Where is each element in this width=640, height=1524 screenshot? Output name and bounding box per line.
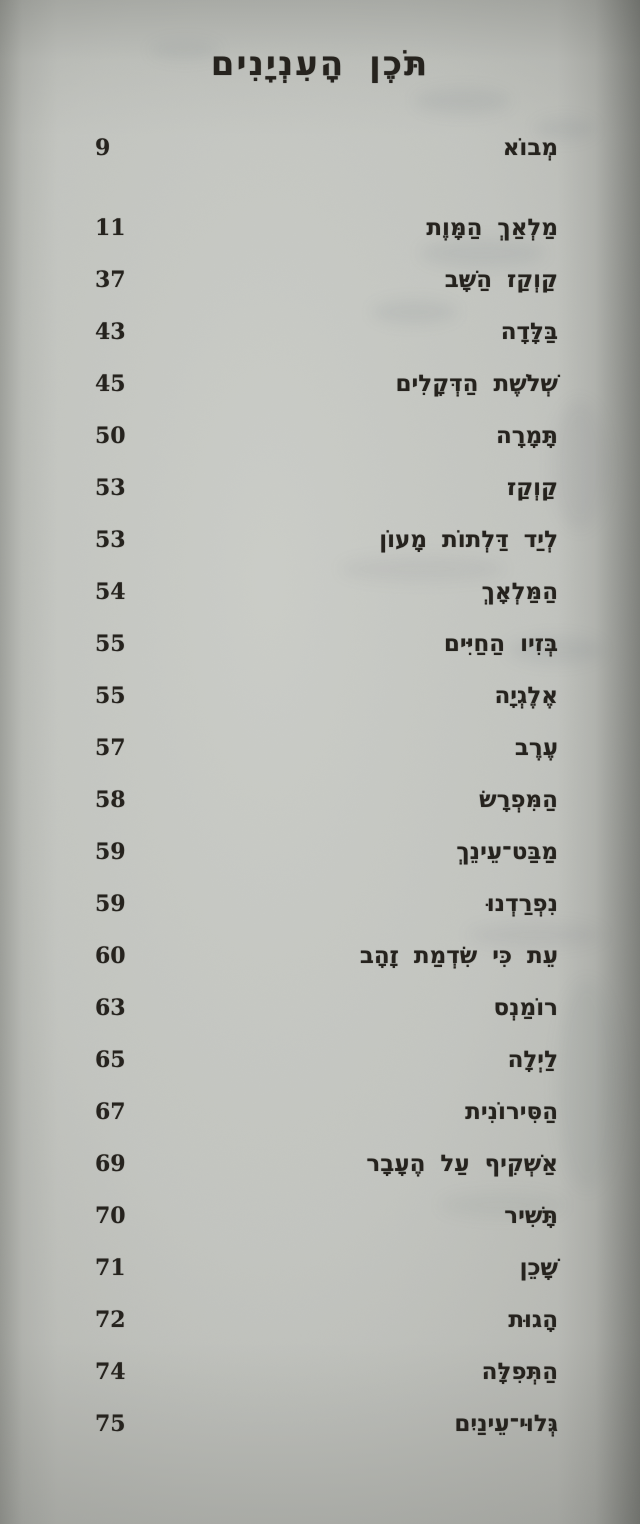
toc-entry-title: לַיְלָה xyxy=(507,1047,558,1073)
toc-row xyxy=(0,670,640,722)
toc-row xyxy=(0,306,640,358)
toc-row xyxy=(0,1086,640,1138)
toc-page-number: 54 xyxy=(95,579,126,605)
toc-row xyxy=(0,122,640,174)
toc-entry-title: עֶרֶב xyxy=(514,735,558,761)
toc-row xyxy=(0,1242,640,1294)
toc-row xyxy=(0,254,640,306)
toc-row xyxy=(0,722,640,774)
toc-page-number: 69 xyxy=(95,1151,126,1177)
toc-page-number: 65 xyxy=(95,1047,126,1073)
toc-entry-title: אַשְׁקִיף עַל הֶעָבָר xyxy=(366,1151,558,1177)
toc-page-number: 59 xyxy=(95,891,126,917)
toc-entry-title: גְּלוּי־עֵינַיִם xyxy=(454,1411,558,1437)
toc-row xyxy=(0,566,640,618)
toc-page-number: 75 xyxy=(95,1411,126,1437)
toc-page-number: 71 xyxy=(95,1255,126,1281)
toc-page-number: 45 xyxy=(95,371,126,397)
toc-page-number: 53 xyxy=(95,475,126,501)
toc-entry-title: אֶלֶגְיָה xyxy=(494,683,558,709)
toc-page-number: 59 xyxy=(95,839,126,865)
toc-row xyxy=(0,1294,640,1346)
toc-row xyxy=(0,826,640,878)
toc-entry-title: הַמִּפְרָשׂ xyxy=(479,787,558,813)
toc-entry-title: תָּשִׁיר xyxy=(504,1203,558,1229)
toc-entry-title: הַמַּלְאָךְ xyxy=(481,579,558,605)
toc-page-number: 74 xyxy=(95,1359,126,1385)
toc-page-number: 58 xyxy=(95,787,126,813)
toc-page-number: 43 xyxy=(95,319,126,345)
toc-page-number: 9 xyxy=(95,135,111,161)
toc-entry-title: בְּזִיו הַחַיִּים xyxy=(443,631,558,657)
toc-page-number: 70 xyxy=(95,1203,126,1229)
toc-entry-title: לְיַד דַּלְתוֹת מָעוֹן xyxy=(379,527,558,553)
toc-entry-title: תָּמָרָה xyxy=(495,423,558,449)
toc-entry-title: בַּלָּדָה xyxy=(500,319,558,345)
toc-page-number: 63 xyxy=(95,995,126,1021)
toc-row xyxy=(0,462,640,514)
bleed-through-smudge xyxy=(415,88,510,114)
toc-page-number: 72 xyxy=(95,1307,126,1333)
toc-page-number: 55 xyxy=(95,631,126,657)
toc-row xyxy=(0,774,640,826)
toc-row xyxy=(0,1346,640,1398)
toc-entry-title: מַלְאַךְ הַמָּוֶת xyxy=(426,215,558,241)
toc-entry-title: מְבוֹא xyxy=(502,135,558,161)
toc-page-number: 37 xyxy=(95,267,126,293)
toc-page-number: 57 xyxy=(95,735,126,761)
toc-page-number: 11 xyxy=(95,215,126,241)
toc-entry-title: מַבַּט־עֵינֵךְ xyxy=(456,839,558,865)
page-title: תֹּכֶן הָעִנְיָנִים xyxy=(210,44,430,84)
toc-row xyxy=(0,410,640,462)
toc-page-number: 50 xyxy=(95,423,126,449)
toc-row xyxy=(0,982,640,1034)
toc-row xyxy=(0,1398,640,1450)
toc-page-number: 67 xyxy=(95,1099,126,1125)
toc-page-number: 60 xyxy=(95,943,126,969)
toc-entry-title: שְׁלֹשֶׁת הַדְּקָלִים xyxy=(395,371,558,397)
table-of-contents xyxy=(0,122,640,1450)
toc-entry-title: עֵת כִּי שִׂדְמַת זָהָב xyxy=(359,943,558,969)
toc-entry-title: רוֹמַנְס xyxy=(493,995,558,1021)
toc-row xyxy=(0,878,640,930)
toc-row xyxy=(0,930,640,982)
toc-entry-title: הָגוּת xyxy=(508,1307,558,1333)
toc-row xyxy=(0,618,640,670)
toc-entry-title: הַתְּפִלָּה xyxy=(481,1359,558,1385)
toc-entry-title: הַסִּירוֹנִית xyxy=(465,1099,558,1125)
toc-row xyxy=(0,358,640,410)
toc-page-number: 53 xyxy=(95,527,126,553)
toc-entry-title: שָׁכֵן xyxy=(519,1255,558,1281)
toc-row xyxy=(0,202,640,254)
toc-row xyxy=(0,1034,640,1086)
toc-entry-title: קַוְקַז הַשָּׁב xyxy=(444,267,558,293)
toc-row xyxy=(0,514,640,566)
toc-page-number: 55 xyxy=(95,683,126,709)
toc-row xyxy=(0,1138,640,1190)
toc-entry-title: קַוְקַז xyxy=(507,475,558,501)
toc-entry-title: נִפְרַדְנוּ xyxy=(486,891,558,917)
toc-row xyxy=(0,1190,640,1242)
